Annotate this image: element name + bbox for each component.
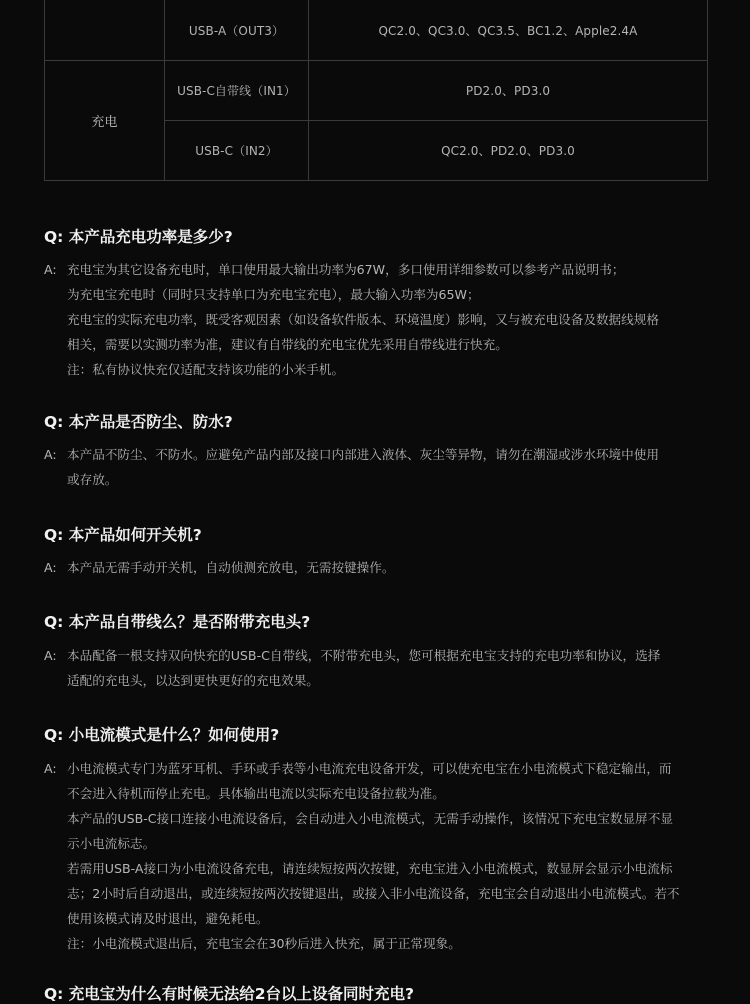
answer-line: 注：小电流模式退出后，充电宝会在30秒后进入快充，属于正常现象。	[67, 936, 461, 951]
table-cell-protocols: QC2.0、PD2.0、PD3.0	[441, 143, 575, 158]
answer-line: 充电宝的实际充电功率，既受客观因素（如设备软件版本、环境温度）影响，又与被充电设备及数据线规格	[67, 312, 659, 327]
faq-question: Q: 充电宝为什么有时候无法给2台以上设备同时充电?	[44, 985, 415, 1003]
answer-line: 小电流模式专门为蓝牙耳机、手环或手表等小电流充电设备开发，可以使充电宝在小电流模式下稳定输出，而	[67, 761, 672, 776]
table-cell-port: USB-C自带线（IN1）	[177, 83, 296, 98]
table-group-label: 充电	[91, 114, 118, 130]
answer-line: 为充电宝充电时（同时只支持单口为充电宝充电），最大输入功率为65W；	[67, 287, 480, 302]
faq-answer	[44, 643, 714, 693]
answer-line: 志；2小时后自动退出，或连续短按两次按键退出，或接入非小电流设备，充电宝会自动退出小电流模式。若不	[67, 886, 680, 901]
answer-line: 不会进入待机而停止充电。具体输出电流以实际充电设备拉载为准。	[67, 786, 445, 801]
faq-question: Q: 本产品是否防尘、防水?	[44, 413, 233, 431]
table-cell-port: USB-C（IN2）	[195, 143, 278, 158]
answer-prefix: A:	[44, 447, 57, 462]
faq-answer	[44, 756, 714, 956]
answer-line: 示小电流标志。	[67, 836, 156, 851]
answer-line: 本产品的USB-C接口连接小电流设备后，会自动进入小电流模式，无需手动操作，该情况下充电宝数显屏不显	[67, 811, 673, 826]
answer-line: 本品配备一根支持双向快充的USB-C自带线，不附带充电头，您可根据充电宝支持的充电功率和协议，选择	[67, 648, 661, 663]
answer-line: 若需用USB-A接口为小电流设备充电，请连续短按两次按键，充电宝进入小电流模式，数显屏会显示小电流标	[67, 861, 673, 876]
faq-question: Q: 本产品如何开关机?	[44, 526, 202, 544]
answer-line: 充电宝为其它设备充电时，单口使用最大输出功率为67W，多口使用详细参数可以参考产品说明书；	[67, 262, 625, 277]
answer-prefix: A:	[44, 560, 57, 575]
answer-line: 相关，需要以实测功率为准，建议有自带线的充电宝优先采用自带线进行快充。	[67, 337, 508, 352]
faq-answer	[44, 555, 714, 580]
answer-prefix: A:	[44, 262, 57, 277]
spec-table	[44, 0, 708, 181]
answer-line: 注：私有协议快充仅适配支持该功能的小米手机。	[67, 362, 345, 377]
faq-answer	[44, 257, 714, 382]
table-cell-port: USB-A（OUT3）	[188, 23, 285, 38]
answer-prefix: A:	[44, 648, 57, 663]
faq-question: Q: 本产品充电功率是多少?	[44, 228, 233, 246]
table-cell-protocols: PD2.0、PD3.0	[465, 83, 551, 98]
answer-line: 适配的充电头，以达到更快更好的充电效果。	[67, 673, 319, 688]
table-cell-protocols: QC2.0、QC3.0、QC3.5、BC1.2、Apple2.4A	[378, 23, 638, 38]
answer-prefix: A:	[44, 761, 57, 776]
answer-line: 使用该模式请及时退出，避免耗电。	[67, 911, 269, 926]
faq-answer	[44, 442, 714, 492]
answer-line: 本产品不防尘、不防水。应避免产品内部及接口内部进入液体、灰尘等异物，请勿在潮湿或涉水环境中使用	[67, 447, 659, 462]
answer-line: 或存放。	[67, 472, 118, 487]
faq-question: Q: 小电流模式是什么？如何使用?	[44, 726, 280, 744]
faq-question: Q: 本产品自带线么？是否附带充电头?	[44, 613, 311, 631]
answer-line: 本产品无需手动开关机，自动侦测充放电，无需按键操作。	[67, 560, 395, 575]
